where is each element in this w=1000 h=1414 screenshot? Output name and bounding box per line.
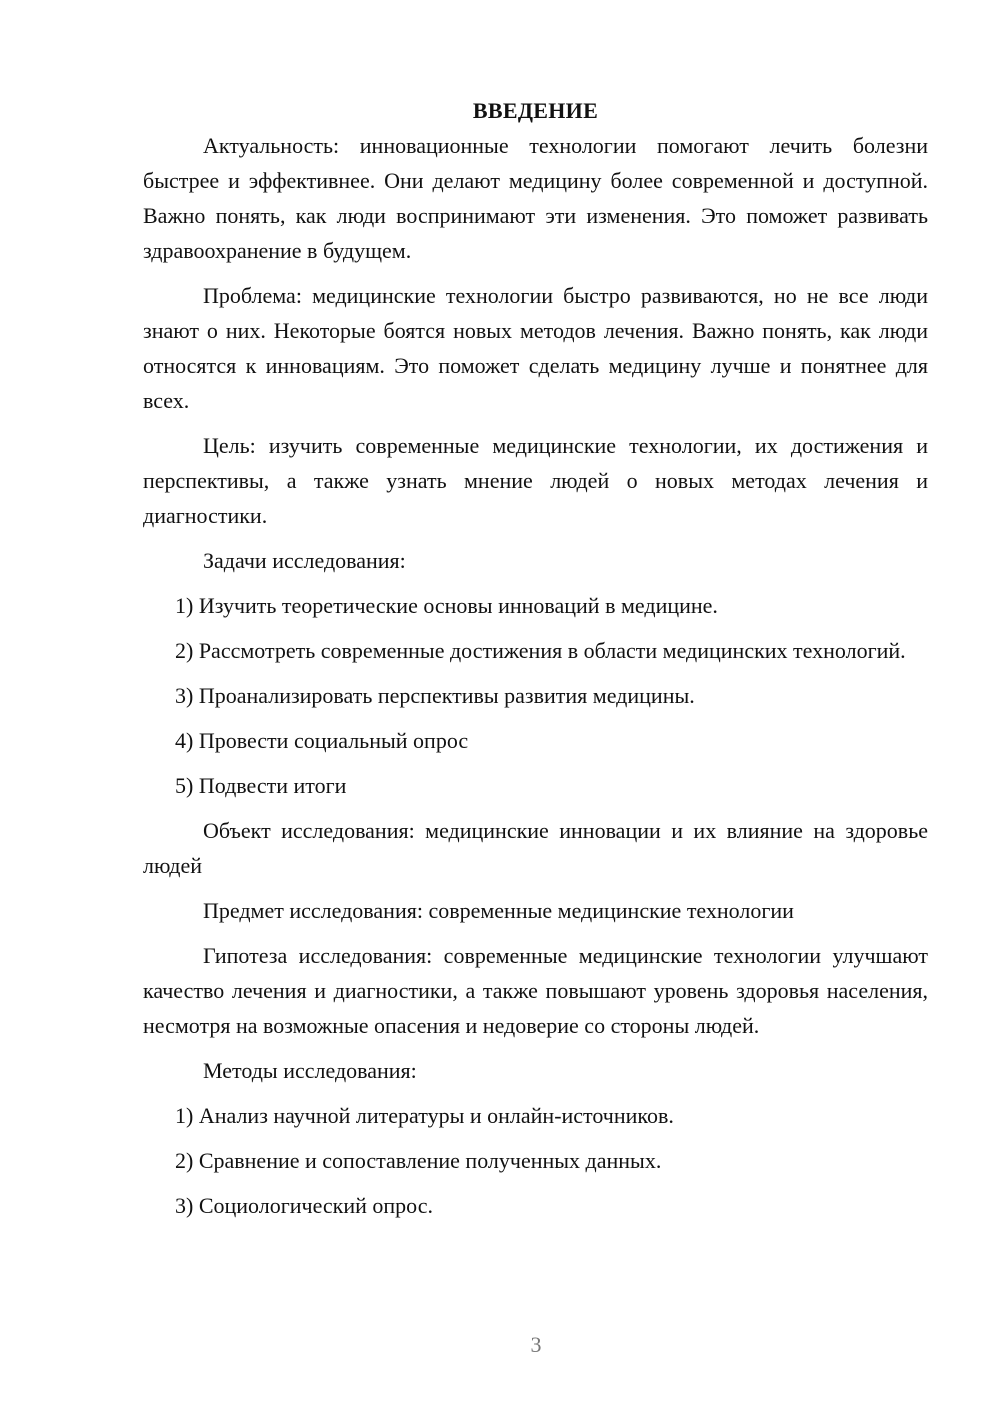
task-item: 2) Рассмотреть современные достижения в области медицинских технологий. [175, 638, 906, 663]
paragraph-subject: Предмет исследования: современные медицинские технологии [203, 898, 794, 923]
paragraph-object: Объект исследования: медицинские инновации и их влияние на здоровье людей [143, 818, 928, 878]
method-item: 1) Анализ научной литературы и онлайн-источников. [175, 1103, 674, 1128]
task-item: 3) Проанализировать перспективы развития медицины. [175, 683, 695, 708]
task-item: 4) Провести социальный опрос [175, 728, 469, 753]
tasks-heading: Задачи исследования: [203, 548, 406, 573]
task-item: 1) Изучить теоретические основы инноваций в медицине. [175, 593, 718, 618]
paragraph-goal: Цель: изучить современные медицинские технологии, их достижения и перспективы, а также узнать мнение людей о новых методах лечения и диагностики. [143, 433, 928, 528]
paragraph-problem: Проблема: медицинские технологии быстро развиваются, но не все люди знают о них. Некоторые боятся новых методов лечения. Важно понять, как люди относятся к инновациям. Это поможет сделать медицину лучше и понятнее для всех. [143, 283, 928, 413]
page-content [143, 93, 928, 1233]
section-title: ВВЕДЕНИЕ [472, 98, 599, 123]
paragraph-relevance: Актуальность: инновационные технологии помогают лечить болезни быстрее и эффективнее. Они делают медицину более современной и доступной. Важно понять, как люди воспринимают эти изменения. Это поможет развивать здравоохранение в будущем. [143, 133, 928, 263]
method-item: 3) Социологический опрос. [175, 1193, 433, 1218]
method-item: 2) Сравнение и сопоставление полученных данных. [175, 1148, 662, 1173]
methods-heading: Методы исследования: [203, 1058, 417, 1083]
page-number: 3 [530, 1332, 542, 1357]
paragraph-hypothesis: Гипотеза исследования: современные медицинские технологии улучшают качество лечения и диагностики, а также повышают уровень здоровья населения, несмотря на возможные опасения и недоверие со стороны людей. [143, 943, 928, 1038]
task-item: 5) Подвести итоги [175, 773, 347, 798]
